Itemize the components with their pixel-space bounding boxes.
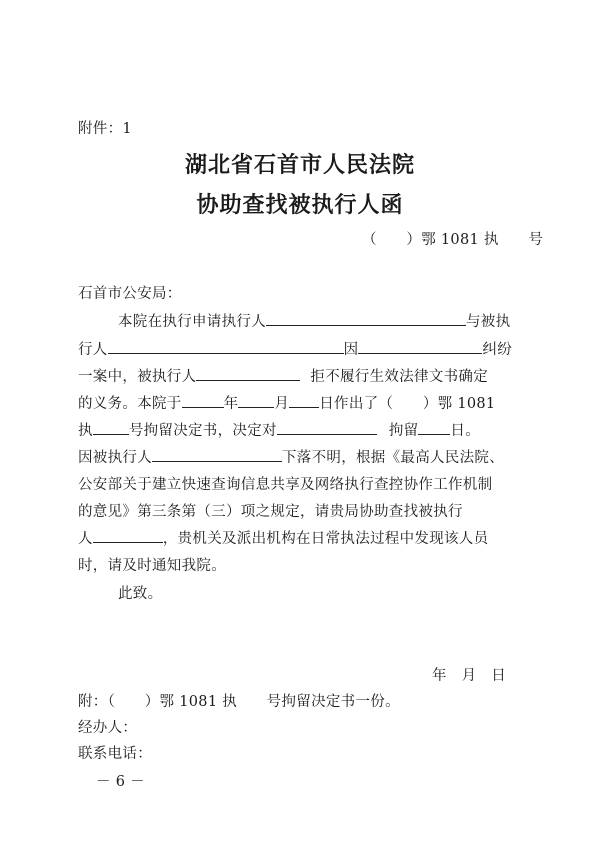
body-text: 日作出了（ ）鄂 1081 bbox=[319, 396, 496, 412]
body-text: 号拘留决定书，决定对 bbox=[128, 423, 277, 439]
attachment-note: 附：（ ）鄂 1081 执 号拘留决定书一份。 bbox=[78, 694, 400, 710]
body-line-6 bbox=[78, 446, 504, 467]
body-text: 的义务。本院于 bbox=[78, 396, 182, 412]
detainee-blank bbox=[277, 419, 377, 435]
body-text: 一案中，被执行人 bbox=[78, 369, 197, 385]
body-text: 本院在执行申请执行人 bbox=[118, 314, 266, 330]
body-line-2 bbox=[78, 338, 512, 359]
body-text: 拘留 bbox=[388, 423, 419, 439]
attachment-label: 附件：1 bbox=[78, 121, 132, 137]
day-blank bbox=[289, 392, 319, 408]
page-number: － 6 － bbox=[96, 774, 145, 790]
body-text: 人 bbox=[78, 531, 93, 547]
body-text: 因 bbox=[343, 342, 359, 358]
days-blank bbox=[418, 419, 450, 435]
body-line-5 bbox=[78, 419, 480, 440]
body-line-4 bbox=[78, 392, 495, 413]
person-blank bbox=[93, 527, 163, 543]
body-line-1 bbox=[118, 310, 510, 331]
month-blank bbox=[238, 392, 274, 408]
recipient: 石首市公安局： bbox=[78, 286, 182, 302]
date-line: 年 月 日 bbox=[432, 668, 506, 684]
body-text: 拒不履行生效法律文书确定 bbox=[310, 369, 489, 385]
phone-label: 联系电话： bbox=[78, 746, 152, 762]
court-name-title: 湖北省石首市人民法院 bbox=[184, 152, 415, 178]
body-text: 年 bbox=[223, 396, 239, 412]
case-number-line: （ ）鄂 1081 执 号 bbox=[362, 232, 544, 248]
respondent-blank bbox=[108, 338, 344, 354]
body-text: 因被执行人 bbox=[78, 450, 152, 466]
debtor-blank bbox=[196, 365, 300, 381]
body-text: 与被执 bbox=[466, 314, 511, 330]
body-line-9 bbox=[78, 527, 488, 548]
case-no-blank bbox=[93, 419, 129, 435]
body-text: ，贵机关及派出机构在日常执法过程中发现该人员 bbox=[162, 531, 489, 547]
body-text: 日。 bbox=[450, 423, 481, 439]
body-line-8: 的意见》第三条第（三）项之规定，请贵局协助查找被执行 bbox=[78, 504, 463, 520]
body-text: 行人 bbox=[78, 342, 108, 358]
body-line-7: 公安部关于建立快速查询信息共享及网络执行查控协作工作机制 bbox=[78, 477, 493, 493]
body-line-3 bbox=[78, 365, 488, 386]
handler-label: 经办人： bbox=[78, 720, 138, 736]
applicant-blank bbox=[266, 310, 466, 326]
letter-title: 协助查找被执行人函 bbox=[196, 192, 404, 218]
missing-person-blank bbox=[152, 446, 282, 462]
body-text: 下落不明，根据《最高人民法院、 bbox=[282, 450, 504, 466]
body-text: 纠纷 bbox=[482, 342, 513, 358]
body-line-10: 时，请及时通知我院。 bbox=[78, 558, 226, 574]
body-text: 执 bbox=[78, 423, 93, 439]
closing: 此致。 bbox=[118, 586, 163, 602]
dispute-blank bbox=[358, 338, 482, 354]
year-blank bbox=[182, 392, 224, 408]
body-text: 月 bbox=[274, 396, 290, 412]
